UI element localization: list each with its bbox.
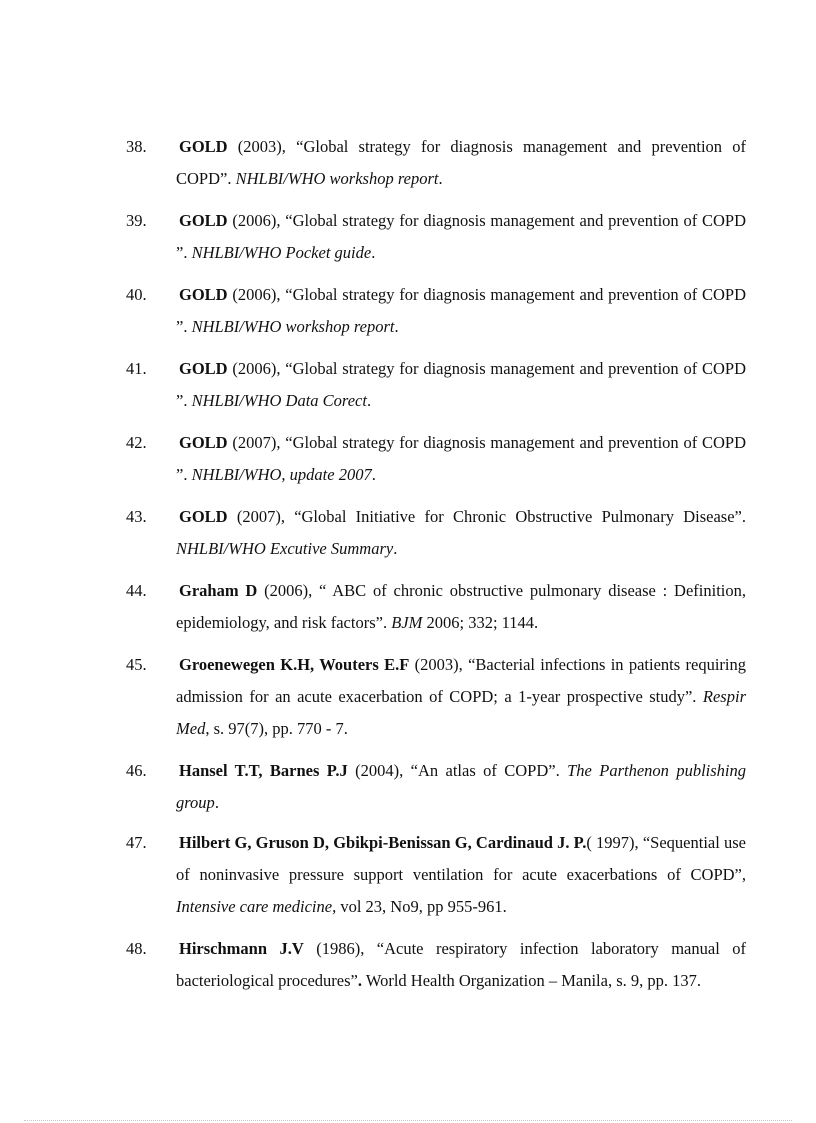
reference-number: 41.	[126, 359, 147, 378]
reference-number: 45.	[126, 655, 147, 674]
reference-item	[126, 205, 746, 269]
reference-title: (2006), “Global strategy for diagnosis management and prevention of COPD ”.	[176, 211, 746, 262]
reference-text	[176, 501, 746, 565]
reference-number: 47.	[126, 833, 147, 852]
reference-tail: .	[371, 243, 376, 262]
reference-tail: .	[371, 465, 376, 484]
reference-text	[176, 827, 746, 923]
reference-item	[126, 501, 746, 565]
reference-item	[126, 827, 746, 923]
reference-text	[176, 205, 746, 269]
reference-number: 48.	[126, 939, 147, 958]
reference-item	[126, 933, 746, 997]
reference-tail: .	[438, 169, 443, 188]
reference-source: The Parthenon publishing group	[176, 761, 746, 812]
reference-item	[126, 427, 746, 491]
reference-item	[126, 575, 746, 639]
reference-text	[176, 353, 746, 417]
reference-item	[126, 353, 746, 417]
reference-item	[126, 131, 746, 195]
reference-number: 39.	[126, 211, 147, 230]
reference-text	[176, 131, 746, 195]
reference-tail: , s. 97(7), pp. 770 - 7.	[205, 719, 348, 738]
reference-title: (2004), “An atlas of COPD”.	[347, 761, 568, 780]
reference-tail: .	[214, 793, 219, 812]
reference-authors: Groenewegen K.H, Wouters E.F	[179, 655, 410, 674]
reference-authors: GOLD	[179, 211, 228, 230]
reference-list	[126, 131, 746, 1007]
reference-source: NHLBI/WHO Pocket guide	[191, 243, 372, 262]
reference-title: (2003), “Global strategy for diagnosis management and prevention of COPD”.	[176, 137, 746, 188]
reference-text	[176, 575, 746, 639]
reference-authors: GOLD	[179, 507, 228, 526]
reference-source: Intensive care medicine,	[176, 897, 337, 916]
reference-title: (2006), “ ABC of chronic obstructive pulmonary disease : Definition, epidemiology, and risk factors”.	[176, 581, 747, 632]
reference-authors: GOLD	[179, 137, 228, 156]
reference-item	[126, 279, 746, 343]
reference-source: NHLBI/WHO Excutive Summary	[176, 539, 394, 558]
reference-title: (2003), “Bacterial infections in patients requiring admission for an acute exacerbation of COPD; a 1-year prospective study”.	[176, 655, 746, 706]
reference-item	[126, 755, 746, 819]
reference-title: (2006), “Global strategy for diagnosis management and prevention of COPD ”.	[176, 359, 746, 410]
reference-source: BJM	[391, 613, 423, 632]
reference-source: NHLBI/WHO Data Corect	[191, 391, 367, 410]
reference-authors: Graham D	[179, 581, 258, 600]
reference-authors: GOLD	[179, 359, 228, 378]
reference-number: 43.	[126, 507, 147, 526]
reference-authors: GOLD	[179, 433, 228, 452]
reference-source: .	[357, 971, 362, 990]
reference-text	[176, 649, 746, 745]
page-bottom-divider	[24, 1120, 792, 1121]
reference-number: 44.	[126, 581, 147, 600]
reference-title: (2006), “Global strategy for diagnosis management and prevention of COPD ”.	[176, 285, 746, 336]
reference-text	[176, 279, 746, 343]
reference-text	[176, 427, 746, 491]
reference-number: 40.	[126, 285, 147, 304]
reference-authors: GOLD	[179, 285, 228, 304]
reference-source: NHLBI/WHO workshop report	[191, 317, 395, 336]
reference-tail: .	[394, 317, 399, 336]
reference-text	[176, 933, 746, 997]
reference-source: Respir Med	[176, 687, 746, 738]
reference-source: NHLBI/WHO, update 2007	[191, 465, 372, 484]
reference-tail: 2006; 332; 1144.	[422, 613, 539, 632]
reference-title: ( 1997), “Sequential use of noninvasive pressure support ventilation for acute exacerbations of COPD”,	[176, 833, 746, 884]
reference-item	[126, 649, 746, 745]
reference-tail: vol 23, No9, pp 955-961.	[336, 897, 507, 916]
reference-tail: .	[366, 391, 372, 410]
reference-text	[176, 755, 746, 819]
reference-tail: .	[393, 539, 398, 558]
reference-number: 38.	[126, 137, 147, 156]
reference-number: 46.	[126, 761, 147, 780]
reference-source: NHLBI/WHO workshop report	[235, 169, 439, 188]
reference-authors: Hansel T.T, Barnes P.J	[179, 761, 348, 780]
reference-title: (2007), “Global Initiative for Chronic Obstructive Pulmonary Disease”.	[227, 507, 746, 526]
reference-title: (2007), “Global strategy for diagnosis management and prevention of COPD ”.	[176, 433, 746, 484]
reference-number: 42.	[126, 433, 147, 452]
reference-tail: World Health Organization – Manila, s. 9, pp. 137.	[362, 971, 702, 990]
reference-authors: Hilbert G, Gruson D, Gbikpi-Benissan G, Cardinaud J. P.	[179, 833, 587, 852]
reference-title: (1986), “Acute respiratory infection laboratory manual of bacteriological procedures”	[176, 939, 746, 990]
reference-authors: Hirschmann J.V	[179, 939, 304, 958]
